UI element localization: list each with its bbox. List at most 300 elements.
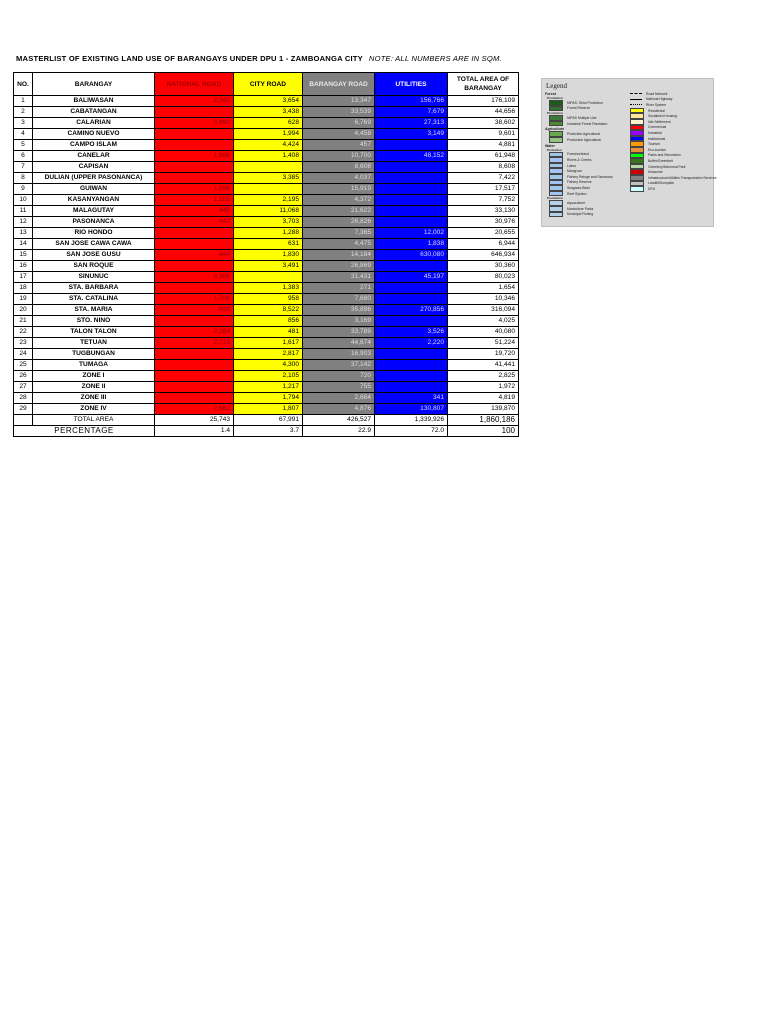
legend-line-symbol bbox=[630, 99, 642, 100]
row-no-cell: 15 bbox=[14, 250, 33, 261]
row-city-road-cell: 628 bbox=[234, 118, 303, 129]
row-barangay-cell: PASONANCA bbox=[33, 217, 155, 228]
row-national-road-cell: 2,713 bbox=[155, 338, 234, 349]
row-utilities-cell bbox=[375, 349, 448, 360]
row-barangay-cell: TALON TALON bbox=[33, 327, 155, 338]
header-national-road: NATIONAL ROAD bbox=[155, 73, 234, 96]
legend-item-label: Seagrass Beds bbox=[567, 185, 590, 190]
row-no-cell: 23 bbox=[14, 338, 33, 349]
row-barangay-road-cell: 7,680 bbox=[303, 294, 375, 305]
legend-item-label: Mariculture Parks bbox=[567, 206, 594, 211]
row-national-road-cell bbox=[155, 349, 234, 360]
row-utilities-cell: 270,856 bbox=[375, 305, 448, 316]
row-barangay-cell: STA. BARBARA bbox=[33, 283, 155, 294]
row-national-road-cell bbox=[155, 173, 234, 184]
row-no-cell: 13 bbox=[14, 228, 33, 239]
row-barangay-road-cell: 10,700 bbox=[303, 151, 375, 162]
legend-item-label: Fishery Reserve bbox=[567, 180, 592, 185]
table-row bbox=[14, 272, 519, 283]
legend-item-label: River System bbox=[646, 102, 667, 107]
row-utilities-cell bbox=[375, 316, 448, 327]
legend-item-label: Buffer/Greenbelt bbox=[648, 158, 673, 163]
header-barangay-road: BARANGAY ROAD bbox=[303, 73, 375, 96]
row-utilities-cell bbox=[375, 261, 448, 272]
total-city: 67,991 bbox=[234, 415, 303, 426]
row-utilities-cell bbox=[375, 206, 448, 217]
legend-item-label: Residential bbox=[648, 108, 665, 113]
legend-item-label: Road Network bbox=[646, 91, 668, 96]
row-city-road-cell: 4,424 bbox=[234, 140, 303, 151]
percentage-label: PERCENTAGE bbox=[14, 426, 155, 437]
row-city-road-cell bbox=[234, 184, 303, 195]
row-national-road-cell: 1,688 bbox=[155, 151, 234, 162]
row-national-road-cell: 447 bbox=[155, 217, 234, 228]
row-barangay-cell: STA. MARIA bbox=[33, 305, 155, 316]
row-city-road-cell: 1,830 bbox=[234, 250, 303, 261]
row-no-cell: 22 bbox=[14, 327, 33, 338]
row-barangay-cell: SAN JOSE GUSU bbox=[33, 250, 155, 261]
header-no: NO. bbox=[14, 73, 33, 96]
row-city-road-cell: 1,994 bbox=[234, 129, 303, 140]
table-row bbox=[14, 239, 519, 250]
row-no-cell: 10 bbox=[14, 195, 33, 206]
table-row bbox=[14, 305, 519, 316]
legend-item-label: Landfill/Dumpsite bbox=[648, 181, 675, 186]
legend-title: Legend bbox=[546, 82, 567, 90]
row-national-road-cell: 440 bbox=[155, 206, 234, 217]
row-no-cell: 14 bbox=[14, 239, 33, 250]
row-utilities-cell: 130,807 bbox=[375, 404, 448, 415]
row-city-road-cell: 4,300 bbox=[234, 360, 303, 371]
row-total-cell: 41,441 bbox=[448, 360, 519, 371]
row-total-cell: 9,601 bbox=[448, 129, 519, 140]
total-utilities: 1,339,926 bbox=[375, 415, 448, 426]
row-city-road-cell bbox=[234, 272, 303, 283]
row-total-cell: 316,094 bbox=[448, 305, 519, 316]
row-barangay-cell: TUGBUNGAN bbox=[33, 349, 155, 360]
row-barangay-road-cell: 15,919 bbox=[303, 184, 375, 195]
page-title bbox=[16, 54, 502, 63]
row-utilities-cell bbox=[375, 184, 448, 195]
row-national-road-cell: 2,561 bbox=[155, 404, 234, 415]
header-utilities: UTILITIES bbox=[375, 73, 448, 96]
row-total-cell: 4,819 bbox=[448, 393, 519, 404]
table-row bbox=[14, 140, 519, 151]
row-utilities-cell bbox=[375, 294, 448, 305]
row-national-road-cell bbox=[155, 360, 234, 371]
row-barangay-cell: DULIAN (UPPER PASONANCA) bbox=[33, 173, 155, 184]
row-city-road-cell bbox=[234, 162, 303, 173]
legend-section-heading: Forest bbox=[545, 92, 556, 96]
legend-item bbox=[549, 137, 613, 143]
row-barangay-road-cell: 4,372 bbox=[303, 195, 375, 206]
row-national-road-cell: 3,395 bbox=[155, 272, 234, 283]
legend-item-label: National Highway bbox=[646, 97, 673, 102]
row-utilities-cell bbox=[375, 173, 448, 184]
table-row bbox=[14, 283, 519, 294]
row-total-cell: 44,656 bbox=[448, 107, 519, 118]
row-city-road-cell: 958 bbox=[234, 294, 303, 305]
row-no-cell: 19 bbox=[14, 294, 33, 305]
row-national-road-cell bbox=[155, 261, 234, 272]
row-utilities-cell: 630,080 bbox=[375, 250, 448, 261]
legend-item-label: Eco-tourism bbox=[648, 147, 667, 152]
row-no-cell: 28 bbox=[14, 393, 33, 404]
row-barangay-road-cell: 4,458 bbox=[303, 129, 375, 140]
row-national-road-cell bbox=[155, 371, 234, 382]
table-row bbox=[14, 162, 519, 173]
legend-item-label: Foreshoreland bbox=[567, 152, 589, 157]
legend-item-label: Cemetery/Memorial Park bbox=[648, 164, 686, 169]
legend-item-label: Municipal Fishing bbox=[567, 212, 594, 217]
row-barangay-road-cell: 44,674 bbox=[303, 338, 375, 349]
row-city-road-cell: 1,217 bbox=[234, 382, 303, 393]
legend-item-label: Mangrove bbox=[567, 169, 583, 174]
legend-subheading: Protection bbox=[547, 147, 562, 152]
legend-swatch bbox=[549, 121, 563, 127]
legend-item-label: NIPAS Multiple Use bbox=[567, 115, 597, 120]
row-total-cell: 8,608 bbox=[448, 162, 519, 173]
row-total-cell: 80,023 bbox=[448, 272, 519, 283]
legend-item-label: Industrial Forest Plantation bbox=[567, 121, 608, 126]
row-barangay-road-cell: 4,475 bbox=[303, 239, 375, 250]
row-total-cell: 7,752 bbox=[448, 195, 519, 206]
row-city-road-cell: 8,522 bbox=[234, 305, 303, 316]
row-utilities-cell: 12,002 bbox=[375, 228, 448, 239]
row-utilities-cell bbox=[375, 382, 448, 393]
pct-national: 1.4 bbox=[155, 426, 234, 437]
row-national-road-cell bbox=[155, 382, 234, 393]
row-barangay-road-cell: 4,037 bbox=[303, 173, 375, 184]
row-total-cell: 2,825 bbox=[448, 371, 519, 382]
legend-right-column bbox=[626, 91, 716, 192]
row-national-road-cell: 820 bbox=[155, 305, 234, 316]
row-city-road-cell: 2,105 bbox=[234, 371, 303, 382]
header-row bbox=[14, 73, 519, 96]
row-barangay-road-cell: 35,896 bbox=[303, 305, 375, 316]
row-barangay-road-cell: 13,347 bbox=[303, 96, 375, 107]
row-total-cell: 19,720 bbox=[448, 349, 519, 360]
row-barangay-road-cell: 457 bbox=[303, 140, 375, 151]
legend-item-label: Rivers & Creeks bbox=[567, 157, 592, 162]
row-utilities-cell: 1,838 bbox=[375, 239, 448, 250]
row-no-cell: 6 bbox=[14, 151, 33, 162]
legend-item bbox=[549, 212, 613, 218]
legend-item-label: Mossome bbox=[648, 170, 663, 175]
row-no-cell: 21 bbox=[14, 316, 33, 327]
legend-item-label: Fishery Refuge and Sanctuary bbox=[567, 174, 613, 179]
row-utilities-cell bbox=[375, 140, 448, 151]
row-no-cell: 20 bbox=[14, 305, 33, 316]
row-utilities-cell: 156,766 bbox=[375, 96, 448, 107]
table-row bbox=[14, 206, 519, 217]
legend-swatch bbox=[549, 137, 563, 143]
row-no-cell: 24 bbox=[14, 349, 33, 360]
row-national-road-cell bbox=[155, 239, 234, 250]
row-barangay-cell: STA. CATALINA bbox=[33, 294, 155, 305]
legend-subheading: Production bbox=[547, 96, 563, 100]
row-total-cell: 1,654 bbox=[448, 283, 519, 294]
pct-utilities: 72.0 bbox=[375, 426, 448, 437]
row-no-cell: 29 bbox=[14, 404, 33, 415]
table-row bbox=[14, 261, 519, 272]
row-no-cell: 17 bbox=[14, 272, 33, 283]
legend-subheading: Production bbox=[547, 111, 563, 116]
row-barangay-road-cell: 21,622 bbox=[303, 206, 375, 217]
row-utilities-cell: 341 bbox=[375, 393, 448, 404]
header-barangay: BARANGAY bbox=[33, 73, 155, 96]
table-row bbox=[14, 360, 519, 371]
legend-item-label: Lakes bbox=[567, 163, 577, 168]
row-barangay-road-cell: 14,184 bbox=[303, 250, 375, 261]
row-total-cell: 139,870 bbox=[448, 404, 519, 415]
row-barangay-cell: BALIWASAN bbox=[33, 96, 155, 107]
row-city-road-cell: 1,617 bbox=[234, 338, 303, 349]
row-total-cell: 17,517 bbox=[448, 184, 519, 195]
row-national-road-cell bbox=[155, 393, 234, 404]
row-barangay-road-cell: 755 bbox=[303, 382, 375, 393]
row-barangay-road-cell: 31,431 bbox=[303, 272, 375, 283]
row-barangay-cell: CABATANGAN bbox=[33, 107, 155, 118]
row-barangay-cell: ZONE III bbox=[33, 393, 155, 404]
legend bbox=[541, 78, 717, 227]
row-national-road-cell bbox=[155, 316, 234, 327]
row-no-cell: 8 bbox=[14, 173, 33, 184]
legend-item-label: Idle Settlement bbox=[648, 119, 671, 124]
row-barangay-cell: TETUAN bbox=[33, 338, 155, 349]
table-row bbox=[14, 173, 519, 184]
row-total-cell: 4,025 bbox=[448, 316, 519, 327]
legend-item-label: Industrial bbox=[648, 130, 662, 135]
row-total-cell: 10,346 bbox=[448, 294, 519, 305]
table-row bbox=[14, 371, 519, 382]
legend-item bbox=[549, 121, 613, 127]
row-city-road-cell: 481 bbox=[234, 327, 303, 338]
row-no-cell: 7 bbox=[14, 162, 33, 173]
legend-item-label: Production Agricultural bbox=[567, 137, 601, 142]
table-row bbox=[14, 338, 519, 349]
row-total-cell: 61,948 bbox=[448, 151, 519, 162]
row-barangay-cell: ZONE II bbox=[33, 382, 155, 393]
row-barangay-road-cell: 8,608 bbox=[303, 162, 375, 173]
title-note: NOTE: ALL NUMBERS ARE IN SQM. bbox=[368, 54, 502, 63]
row-total-cell: 176,109 bbox=[448, 96, 519, 107]
row-city-road-cell: 1,794 bbox=[234, 393, 303, 404]
row-national-road-cell: 2,284 bbox=[155, 327, 234, 338]
row-utilities-cell bbox=[375, 283, 448, 294]
legend-line-symbol bbox=[630, 104, 642, 105]
row-city-road-cell: 3,385 bbox=[234, 173, 303, 184]
table-row bbox=[14, 382, 519, 393]
row-barangay-road-cell: 37,142 bbox=[303, 360, 375, 371]
table-row bbox=[14, 118, 519, 129]
legend-item-label: Commercial bbox=[648, 125, 667, 130]
row-barangay-cell: SAN ROQUE bbox=[33, 261, 155, 272]
row-utilities-cell: 7,679 bbox=[375, 107, 448, 118]
legend-item-label: Forest Reserve bbox=[567, 106, 591, 111]
table-row bbox=[14, 96, 519, 107]
row-barangay-road-cell: 16,903 bbox=[303, 349, 375, 360]
total-label: TOTAL AREA bbox=[33, 415, 155, 426]
row-barangay-cell: CANELAR bbox=[33, 151, 155, 162]
row-total-cell: 33,130 bbox=[448, 206, 519, 217]
row-barangay-road-cell: 26,869 bbox=[303, 261, 375, 272]
total-no-cell bbox=[14, 415, 33, 426]
row-barangay-cell: GUIWAN bbox=[33, 184, 155, 195]
table-row bbox=[14, 195, 519, 206]
row-barangay-road-cell: 7,365 bbox=[303, 228, 375, 239]
row-total-cell: 38,602 bbox=[448, 118, 519, 129]
legend-item-label: Infrastructure/Utilities Transportation Services bbox=[648, 175, 717, 180]
row-utilities-cell bbox=[375, 195, 448, 206]
legend-item-label: Parks and Recreation bbox=[648, 153, 681, 158]
row-total-cell: 6,944 bbox=[448, 239, 519, 250]
row-national-road-cell: 1,708 bbox=[155, 294, 234, 305]
row-city-road-cell: 1,408 bbox=[234, 151, 303, 162]
row-no-cell: 18 bbox=[14, 283, 33, 294]
row-barangay-cell: CAMINO NUEVO bbox=[33, 129, 155, 140]
row-city-road-cell: 3,438 bbox=[234, 107, 303, 118]
row-city-road-cell: 2,195 bbox=[234, 195, 303, 206]
row-utilities-cell bbox=[375, 162, 448, 173]
row-barangay-cell: SINUNUC bbox=[33, 272, 155, 283]
row-city-road-cell: 856 bbox=[234, 316, 303, 327]
legend-section-heading: Agriculture bbox=[545, 127, 565, 132]
row-no-cell: 1 bbox=[14, 96, 33, 107]
row-no-cell: 5 bbox=[14, 140, 33, 151]
table-row bbox=[14, 250, 519, 261]
row-barangay-road-cell: 3,169 bbox=[303, 316, 375, 327]
row-utilities-cell: 45,197 bbox=[375, 272, 448, 283]
row-national-road-cell: 3,892 bbox=[155, 118, 234, 129]
row-national-road-cell: 1,185 bbox=[155, 195, 234, 206]
row-total-cell: 40,080 bbox=[448, 327, 519, 338]
row-utilities-cell bbox=[375, 371, 448, 382]
row-barangay-cell: CALARIAN bbox=[33, 118, 155, 129]
legend-item-label: DPU bbox=[648, 186, 656, 191]
row-barangay-road-cell: 271 bbox=[303, 283, 375, 294]
table-body bbox=[14, 96, 519, 415]
table-row bbox=[14, 294, 519, 305]
row-city-road-cell: 2,817 bbox=[234, 349, 303, 360]
table-row bbox=[14, 107, 519, 118]
pct-barangay-road: 22.9 bbox=[303, 426, 375, 437]
row-total-cell: 20,655 bbox=[448, 228, 519, 239]
row-barangay-cell: SAN JOSE CAWA CAWA bbox=[33, 239, 155, 250]
row-barangay-road-cell: 33,539 bbox=[303, 107, 375, 118]
table-row bbox=[14, 316, 519, 327]
row-city-road-cell: 3,654 bbox=[234, 96, 303, 107]
legend-section-heading: Water bbox=[545, 143, 555, 148]
legend-item bbox=[630, 186, 716, 192]
row-barangay-road-cell: 2,684 bbox=[303, 393, 375, 404]
land-use-table bbox=[13, 72, 519, 437]
row-barangay-road-cell: 720 bbox=[303, 371, 375, 382]
legend-line-symbol bbox=[630, 93, 642, 94]
row-barangay-cell: ZONE I bbox=[33, 371, 155, 382]
table-row bbox=[14, 393, 519, 404]
row-national-road-cell bbox=[155, 107, 234, 118]
row-utilities-cell: 48,152 bbox=[375, 151, 448, 162]
legend-item-label: Protection Agricultural bbox=[567, 132, 600, 137]
row-city-road-cell: 11,068 bbox=[234, 206, 303, 217]
row-total-cell: 51,224 bbox=[448, 338, 519, 349]
row-barangay-cell: RIO HONDO bbox=[33, 228, 155, 239]
row-utilities-cell bbox=[375, 360, 448, 371]
table-row bbox=[14, 184, 519, 195]
legend-swatch bbox=[630, 186, 644, 192]
grand-total: 1,860,186 bbox=[448, 415, 519, 426]
row-no-cell: 26 bbox=[14, 371, 33, 382]
table-row bbox=[14, 129, 519, 140]
row-city-road-cell: 3,491 bbox=[234, 261, 303, 272]
legend-item-label: Socialized Housing bbox=[648, 114, 677, 119]
row-barangay-cell: KASANYANGAN bbox=[33, 195, 155, 206]
row-utilities-cell: 3,526 bbox=[375, 327, 448, 338]
row-city-road-cell: 3,703 bbox=[234, 217, 303, 228]
legend-left-column bbox=[545, 91, 613, 217]
row-national-road-cell bbox=[155, 140, 234, 151]
row-national-road-cell bbox=[155, 228, 234, 239]
row-no-cell: 4 bbox=[14, 129, 33, 140]
row-national-road-cell bbox=[155, 283, 234, 294]
header-total-area: TOTAL AREA OF BARANGAY bbox=[448, 73, 519, 96]
legend-swatch bbox=[549, 212, 563, 218]
table-row bbox=[14, 151, 519, 162]
row-barangay-cell: CAPISAN bbox=[33, 162, 155, 173]
row-total-cell: 4,881 bbox=[448, 140, 519, 151]
row-barangay-cell: MALAGUTAY bbox=[33, 206, 155, 217]
legend-subheading: Production bbox=[547, 196, 563, 201]
total-row bbox=[14, 415, 519, 426]
row-city-road-cell: 1,383 bbox=[234, 283, 303, 294]
row-no-cell: 25 bbox=[14, 360, 33, 371]
row-no-cell: 3 bbox=[14, 118, 33, 129]
table-row bbox=[14, 349, 519, 360]
row-city-road-cell: 1,807 bbox=[234, 404, 303, 415]
row-utilities-cell: 27,313 bbox=[375, 118, 448, 129]
row-national-road-cell: 840 bbox=[155, 250, 234, 261]
row-no-cell: 2 bbox=[14, 107, 33, 118]
row-total-cell: 7,422 bbox=[448, 173, 519, 184]
row-barangay-road-cell: 6,769 bbox=[303, 118, 375, 129]
total-national: 25,743 bbox=[155, 415, 234, 426]
row-barangay-cell: STO. NINO bbox=[33, 316, 155, 327]
legend-item-label: Reef System bbox=[567, 191, 587, 196]
row-utilities-cell bbox=[375, 217, 448, 228]
percentage-row bbox=[14, 426, 519, 437]
row-utilities-cell: 3,149 bbox=[375, 129, 448, 140]
row-city-road-cell: 631 bbox=[234, 239, 303, 250]
row-national-road-cell: 2,342 bbox=[155, 96, 234, 107]
row-barangay-road-cell: 4,876 bbox=[303, 404, 375, 415]
row-barangay-road-cell: 26,826 bbox=[303, 217, 375, 228]
row-national-road-cell bbox=[155, 162, 234, 173]
row-total-cell: 30,360 bbox=[448, 261, 519, 272]
row-no-cell: 9 bbox=[14, 184, 33, 195]
row-national-road-cell bbox=[155, 129, 234, 140]
legend-item-label: Aquaculture bbox=[567, 201, 586, 206]
total-barangay-road: 426,527 bbox=[303, 415, 375, 426]
pct-city: 3.7 bbox=[234, 426, 303, 437]
row-no-cell: 11 bbox=[14, 206, 33, 217]
row-city-road-cell: 1,288 bbox=[234, 228, 303, 239]
legend-item-label: Tourism bbox=[648, 142, 660, 147]
row-total-cell: 1,972 bbox=[448, 382, 519, 393]
row-no-cell: 27 bbox=[14, 382, 33, 393]
table-row bbox=[14, 228, 519, 239]
table-row bbox=[14, 217, 519, 228]
